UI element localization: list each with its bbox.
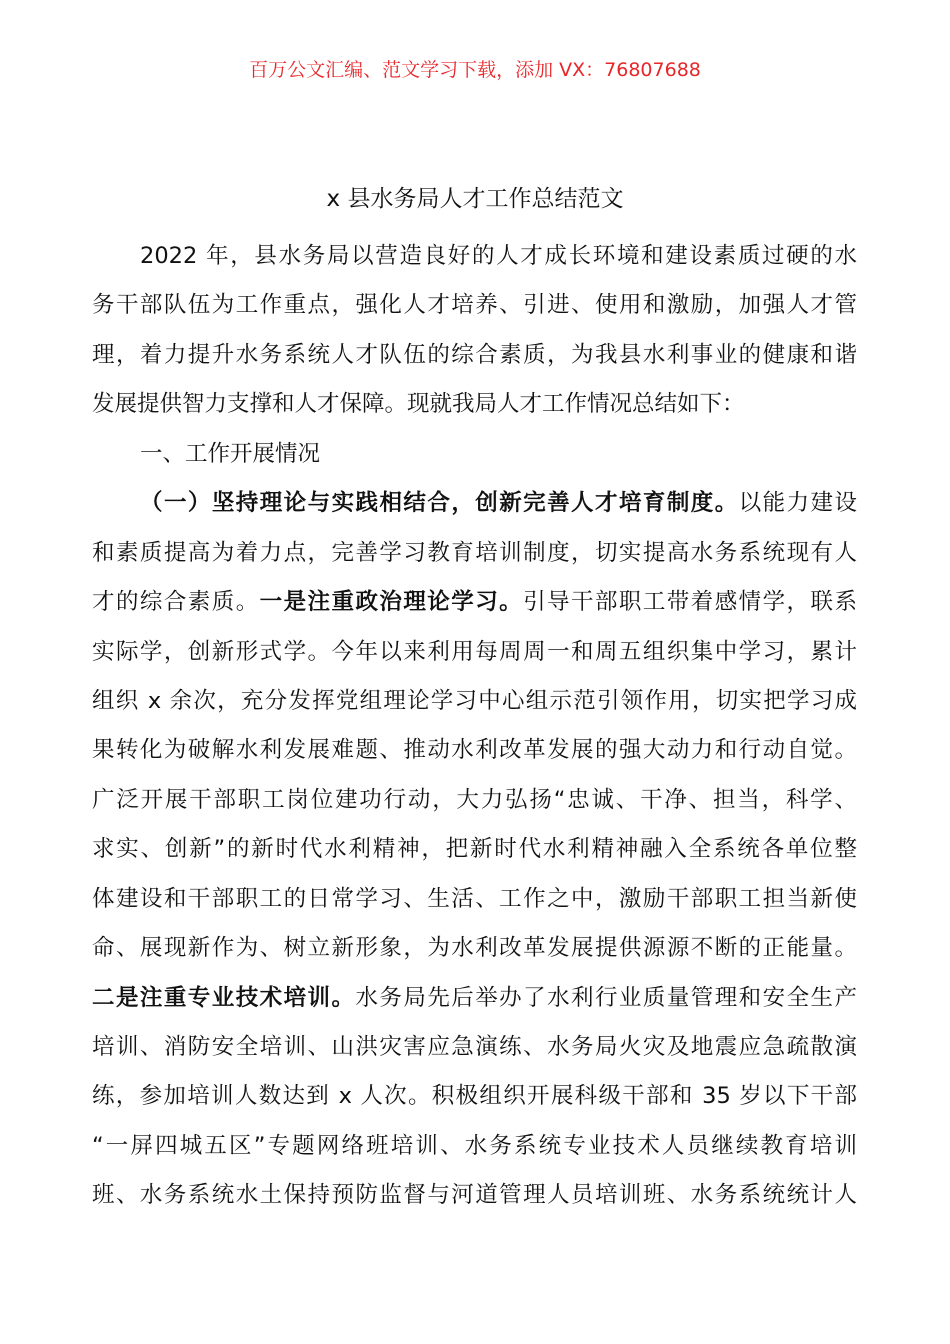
paragraph-line: [92, 281, 857, 330]
paragraph-line: [92, 380, 857, 429]
body-text: 发展提供智力支撑和人才保障。现就我局人才工作情况总结如下：: [92, 391, 745, 418]
body-text: 理，着力提升水务系统人才队伍的综合素质，为我县水利事业的健康和谐: [92, 341, 857, 368]
body-text: 果转化为破解水利发展难题、推动水利改革发展的强大动力和行动自觉。: [92, 737, 857, 764]
body-text: 培训、消防安全培训、山洪灾害应急演练、水务局火灾及地震应急疏散演: [92, 1034, 857, 1060]
paragraph-line: [92, 1023, 857, 1072]
paragraph-line: [92, 331, 857, 380]
paragraph-line: [92, 1122, 857, 1171]
paragraph-line: [92, 1171, 857, 1220]
body-text: 一、工作开展情况: [140, 440, 321, 467]
document-title: x 县水务局人才工作总结范文: [326, 186, 624, 212]
paragraph-line: [92, 677, 857, 726]
body-text: 实际学，创新形式学。今年以来利用每周周一和周五组织集中学习，累计: [92, 638, 857, 665]
paragraph-line: [92, 875, 857, 924]
body-text: 才的综合素质。: [92, 589, 260, 616]
paragraph-line: [92, 726, 857, 775]
body-text: 班、水务系统水土保持预防监督与河道管理人员培训班、水务系统统计人: [92, 1182, 857, 1209]
paragraph-line: [92, 529, 857, 578]
paragraph-line: [92, 628, 857, 677]
body-text: 组织 x 余次，充分发挥党组理论学习中心组示范引领作用，切实把学习成: [92, 687, 857, 714]
body-text: 引导干部职工带着感情学，联系: [523, 589, 857, 616]
paragraph-line: [92, 479, 857, 528]
body-text: 广泛开展干部职工岗位建功行动，大力弘扬“忠诚、干净、担当，科学、: [92, 786, 857, 813]
bold-heading-text: 一是注重政治理论学习。: [259, 589, 524, 616]
body-text: 2022 年，县水务局以营造良好的人才成长环境和建设素质过硬的水: [140, 243, 857, 269]
paragraph-line: [92, 974, 857, 1023]
paragraph-line: [92, 232, 857, 281]
paragraph-line: [92, 924, 857, 973]
bold-heading-text: （一）坚持理论与实践相结合，创新完善人才培育制度。: [140, 490, 739, 517]
bold-heading-text: 二是注重专业技术培训。: [92, 984, 356, 1011]
body-text: 务干部队伍为工作重点，强化人才培养、引进、使用和激励，加强人才管: [92, 292, 857, 319]
document-body: [92, 232, 857, 1221]
paragraph-line: [92, 430, 857, 479]
paragraph-line: [92, 1072, 857, 1121]
paragraph-line: [92, 578, 857, 627]
body-text: “一屏四城五区”专题网络班培训、水务系统专业技术人员继续教育培训: [92, 1132, 857, 1159]
paragraph-line: [92, 776, 857, 825]
body-text: 求实、创新”的新时代水利精神，把新时代水利精神融入全系统各单位整: [92, 836, 857, 863]
body-text: 体建设和干部职工的日常学习、生活、工作之中，激励干部职工担当新使: [92, 885, 857, 912]
body-text: 以能力建设: [738, 490, 857, 517]
body-text: 练，参加培训人数达到 x 人次。积极组织开展科级干部和 35 岁以下干部: [92, 1083, 857, 1110]
body-text: 水务局先后举办了水利行业质量管理和安全生产: [355, 984, 857, 1011]
body-text: 命、展现新作为、树立新形象，为水利改革发展提供源源不断的正能量。: [92, 935, 857, 962]
watermark-header: 百万公文汇编、范文学习下载，添加 VX：76807688: [249, 59, 701, 81]
paragraph-line: [92, 825, 857, 874]
body-text: 和素质提高为着力点，完善学习教育培训制度，切实提高水务系统现有人: [92, 539, 857, 566]
